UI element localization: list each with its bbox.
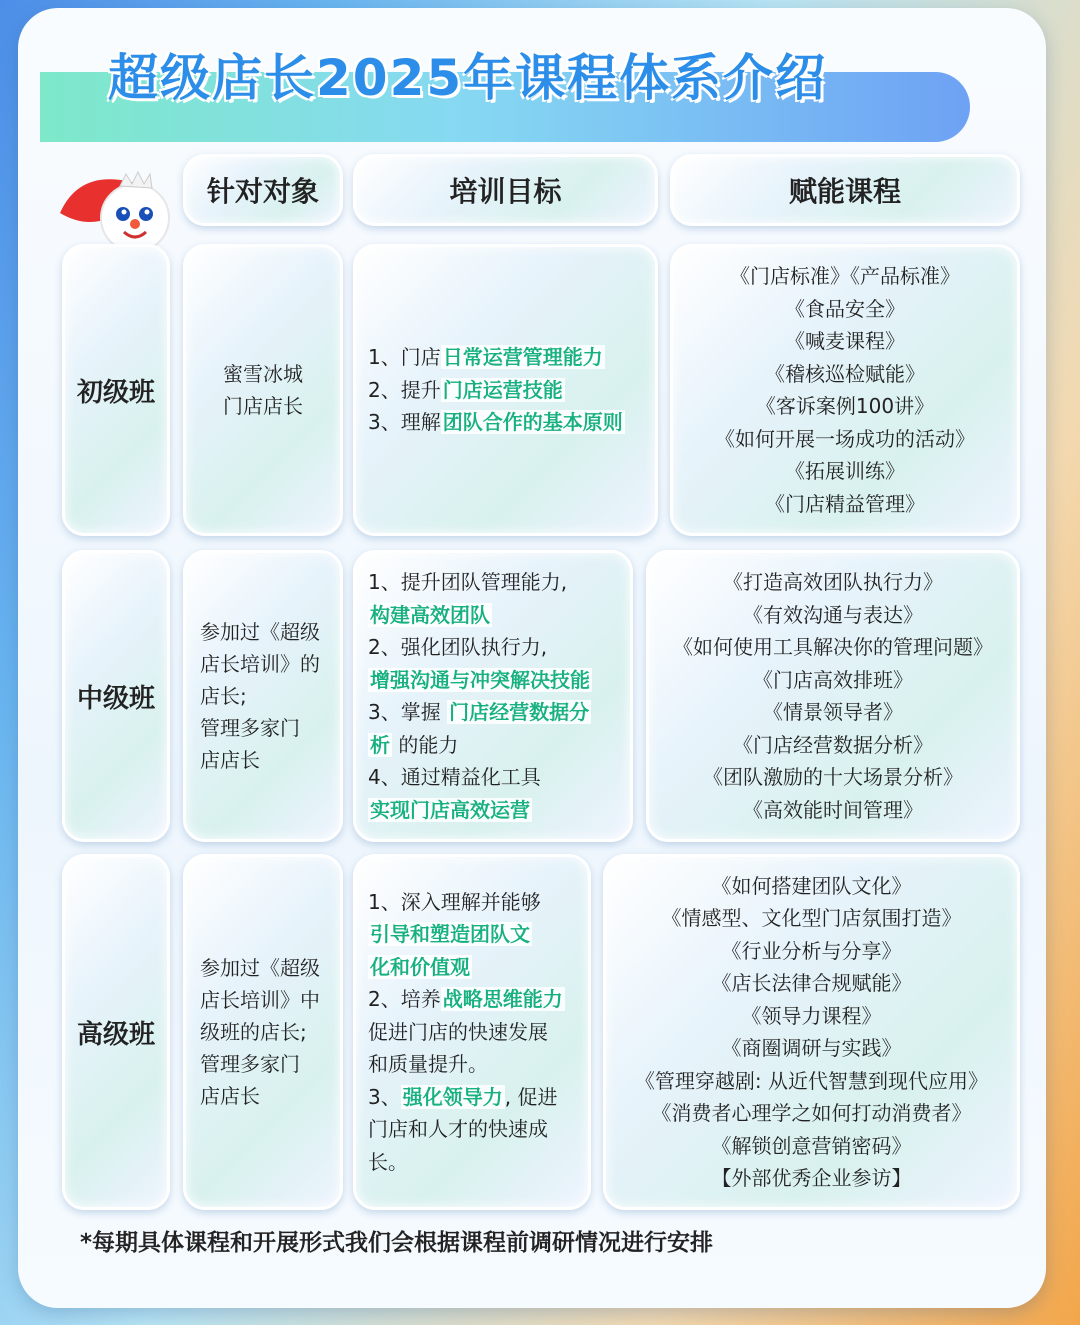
course-item: 《如何开展一场成功的活动》 <box>715 426 975 451</box>
goal-suffix: 的能力 <box>392 732 459 757</box>
course-item: 《行业分析与分享》 <box>721 938 902 963</box>
goal-prefix: 2、提升 <box>368 377 441 402</box>
course-item: 《客诉案例100讲》 <box>755 394 935 418</box>
target-junior <box>183 244 343 536</box>
course-item: 《情景领导者》 <box>763 700 903 724</box>
course-item: 《门店精益管理》 <box>765 491 925 516</box>
course-item: 《店长法律合规赋能》 <box>711 971 912 995</box>
course-item: 《团队激励的十大场景分析》 <box>703 765 963 789</box>
page-title: 超级店长2025年课程体系介绍 <box>108 49 828 107</box>
course-item: 《管理穿越剧: 从近代智慧到现代应用》 <box>634 1068 989 1093</box>
courses-senior <box>603 854 1020 1210</box>
course-item: 《解锁创意营销密码》 <box>711 1133 912 1158</box>
target-line: 店长培训》的 <box>200 652 320 676</box>
goal-line: 长。 <box>368 1149 408 1174</box>
course-item: 《食品安全》 <box>785 296 905 321</box>
level-intermediate: 中级班 <box>62 550 170 842</box>
goal-line: 1、深入理解并能够 <box>368 889 541 914</box>
goals-senior <box>353 854 591 1210</box>
header-goal: 培训目标 <box>353 154 658 226</box>
goal-highlight: 构建高效团队 <box>370 602 490 627</box>
course-item: 《消费者心理学之如何打动消费者》 <box>651 1101 972 1125</box>
course-item: 《门店标准》《产品标准》 <box>730 264 960 288</box>
goal-highlight: 团队合作的基本原则 <box>442 410 623 435</box>
target-line: 参加过《超级 <box>200 956 320 980</box>
target-line: 店店长 <box>200 1084 260 1108</box>
courses-intermediate <box>646 550 1020 842</box>
header-target: 针对对象 <box>183 154 343 226</box>
goal-prefix: 2、培养 <box>368 987 441 1012</box>
course-item: 《领导力课程》 <box>741 1003 882 1028</box>
goal-highlight: 析 <box>370 732 390 757</box>
goal-highlight: 增强沟通与冲突解决技能 <box>370 667 590 692</box>
goal-line: 2、强化团队执行力, <box>368 635 548 659</box>
poster-card <box>18 8 1046 1308</box>
course-item: 《如何搭建团队文化》 <box>711 873 912 898</box>
course-item: 《商圈调研与实践》 <box>721 1036 902 1060</box>
level-junior: 初级班 <box>62 244 170 536</box>
course-item: 《打造高效团队执行力》 <box>723 570 943 594</box>
level-senior: 高级班 <box>62 854 170 1210</box>
goal-prefix: 3、理解 <box>368 410 441 435</box>
goal-highlight: 日常运营管理能力 <box>442 345 603 370</box>
target-line: 参加过《超级 <box>200 620 320 644</box>
target-line: 管理多家门 <box>200 716 300 740</box>
target-line: 店长培训》中 <box>200 988 320 1012</box>
course-item: 【外部优秀企业参访】 <box>711 1166 912 1190</box>
target-line: 级班的店长; <box>200 1020 307 1044</box>
goal-item <box>368 374 645 407</box>
target-senior <box>183 854 343 1210</box>
goal-highlight: 实现门店高效运营 <box>370 797 530 822</box>
course-item: 《拓展训练》 <box>785 459 905 483</box>
goal-highlight: 化和价值观 <box>370 954 470 979</box>
courses-junior <box>670 244 1020 536</box>
goal-prefix: 3、掌握 <box>368 700 448 724</box>
goal-line: 促进门店的快速发展 <box>368 1019 548 1044</box>
goals-intermediate <box>353 550 633 842</box>
goal-prefix: 3、 <box>368 1084 401 1109</box>
goal-line: 和质量提升。 <box>368 1052 488 1077</box>
goal-highlight: 战略思维能力 <box>442 987 563 1012</box>
footnote: *每期具体课程和开展形式我们会根据课程前调研情况进行安排 <box>80 1230 714 1256</box>
target-line: 门店店长 <box>223 394 303 418</box>
target-line: 蜜雪冰城 <box>223 362 303 386</box>
goal-line: 1、提升团队管理能力, <box>368 570 568 594</box>
target-intermediate <box>183 550 343 842</box>
course-item: 《有效沟通与表达》 <box>743 602 923 627</box>
target-line: 店店长 <box>200 748 260 772</box>
goal-line: 4、通过精益化工具 <box>368 765 541 789</box>
goal-highlight: 强化领导力 <box>402 1084 503 1109</box>
header-courses: 赋能课程 <box>670 154 1020 226</box>
goal-highlight: 门店运营技能 <box>442 377 563 402</box>
course-item: 《门店经营数据分析》 <box>733 732 933 757</box>
goal-line: 门店和人才的快速成 <box>368 1117 548 1142</box>
course-item: 《情感型、文化型门店氛围打造》 <box>661 906 962 930</box>
goal-highlight: 引导和塑造团队文 <box>370 922 530 947</box>
goal-item <box>368 406 645 439</box>
target-line: 店长; <box>200 684 247 708</box>
goal-suffix: , 促进 <box>504 1084 558 1109</box>
course-item: 《喊麦课程》 <box>785 329 905 353</box>
course-item: 《门店高效排班》 <box>753 667 913 692</box>
goals-junior <box>353 244 658 536</box>
goal-prefix: 1、门店 <box>368 345 441 370</box>
target-line: 管理多家门 <box>200 1052 300 1076</box>
goal-item <box>368 341 645 374</box>
course-item: 《高效能时间管理》 <box>743 797 923 822</box>
course-item: 《稽核巡检赋能》 <box>765 361 925 386</box>
course-item: 《如何使用工具解决你的管理问题》 <box>673 635 993 659</box>
goal-highlight: 门店经营数据分 <box>449 700 590 724</box>
